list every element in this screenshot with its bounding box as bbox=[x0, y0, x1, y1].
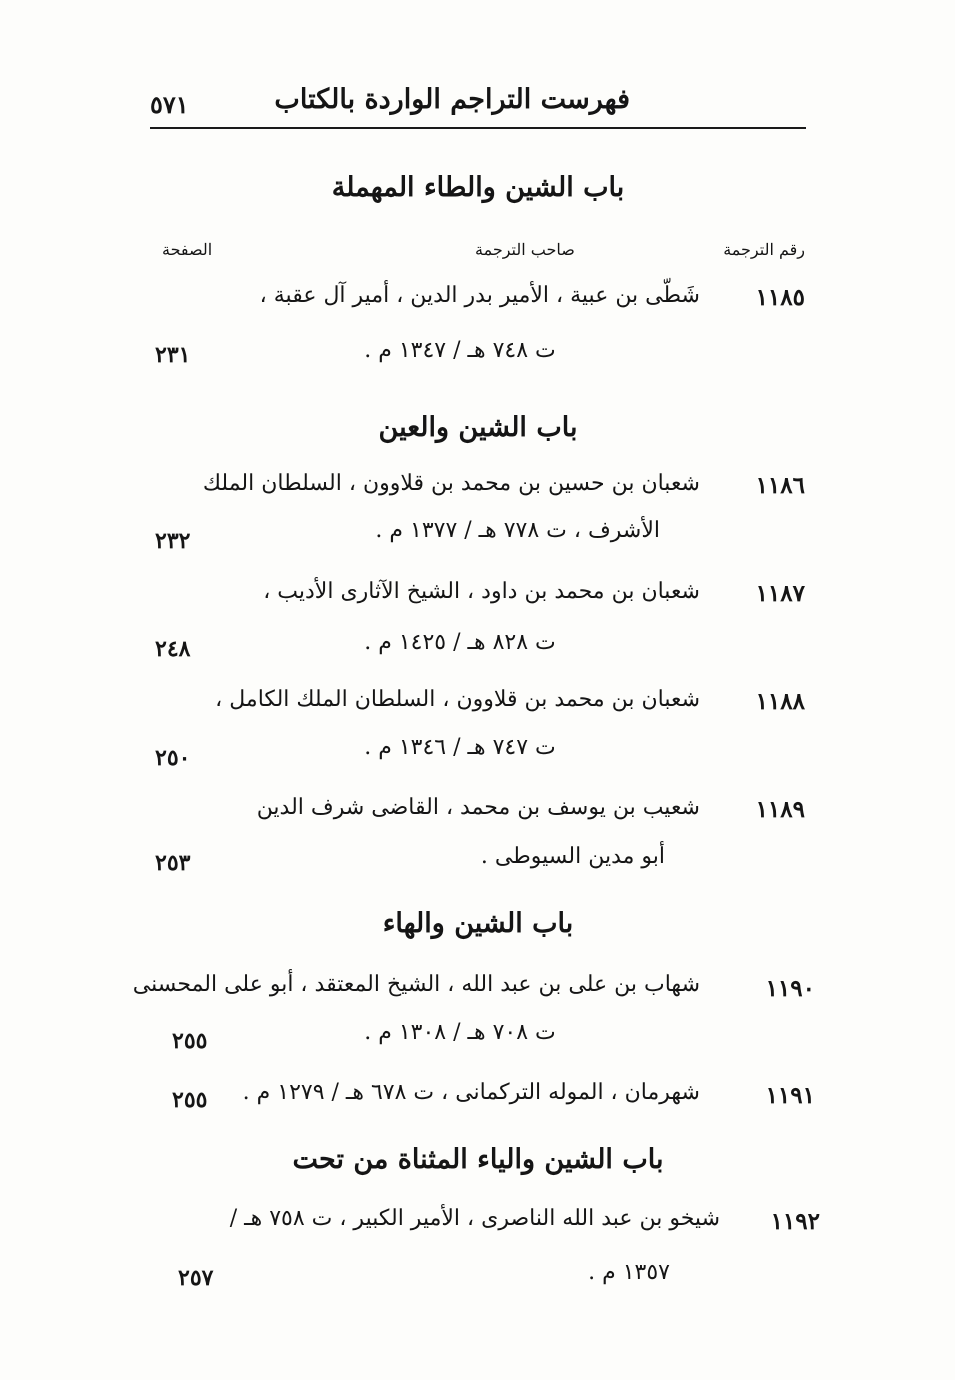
entry-page-ref: ٢٥٠ bbox=[155, 745, 191, 771]
header-divider bbox=[150, 127, 806, 129]
section-heading: باب الشين والطاء المهملة bbox=[331, 172, 625, 203]
entry-name-line: شعبان بن محمد بن داود ، الشيخ الآثارى الأديب ، bbox=[263, 579, 700, 604]
entry-page-ref: ٢٥٥ bbox=[172, 1028, 208, 1054]
page-number: ٥٧١ bbox=[150, 90, 189, 119]
column-header-page: الصفحة bbox=[162, 240, 213, 259]
entry-name-line: شيخو بن عبد الله الناصرى ، الأمير الكبير ، ت ٧٥٨ هـ / bbox=[229, 1206, 720, 1231]
entry-number: ١١٨٩ bbox=[755, 796, 805, 823]
entry-number: ١١٩٠ bbox=[765, 975, 815, 1002]
entry-page-ref: ٢٣٢ bbox=[155, 528, 191, 554]
entry-number: ١١٩١ bbox=[765, 1082, 815, 1109]
entry-name-line: أبو مدين السيوطى . bbox=[480, 844, 665, 869]
entry-number: ١١٨٧ bbox=[755, 580, 805, 607]
column-header-number: رقم الترجمة bbox=[723, 240, 805, 259]
entry-name-line: شعيب بن يوسف بن محمد ، القاضى شرف الدين bbox=[256, 795, 700, 820]
entry-number: ١١٨٦ bbox=[755, 472, 805, 499]
section-heading: باب الشين والهاء bbox=[382, 908, 574, 939]
entry-name-line: ت ٨٢٨ هـ / ١٤٢٥ م . bbox=[364, 630, 556, 655]
entry-page-ref: ٢٥٥ bbox=[172, 1087, 208, 1113]
entry-name-line: ١٣٥٧ م . bbox=[588, 1260, 670, 1285]
entry-page-ref: ٢٥٣ bbox=[155, 850, 191, 876]
entry-number: ١١٨٥ bbox=[755, 284, 805, 311]
section-heading: باب الشين والياء المثناة من تحت bbox=[292, 1144, 664, 1175]
entry-page-ref: ٢٣١ bbox=[155, 342, 191, 368]
entry-number: ١١٨٨ bbox=[755, 688, 805, 715]
entry-name-line: ت ٧٤٧ هـ / ١٣٤٦ م . bbox=[364, 735, 556, 760]
entry-number: ١١٩٢ bbox=[770, 1208, 820, 1235]
entry-name-line: الأشرف ، ت ٧٧٨ هـ / ١٣٧٧ م . bbox=[375, 518, 660, 543]
entry-name-line: شهرمان ، الموله التركمانى ، ت ٦٧٨ هـ / ١٢٧٩ م . bbox=[242, 1080, 700, 1105]
entry-name-line: شهاب بن على بن عبد الله ، الشيخ المعتقد ، أبو على المحسنى bbox=[132, 972, 700, 997]
entry-page-ref: ٢٥٧ bbox=[178, 1265, 214, 1291]
entry-name-line: ت ٧٠٨ هـ / ١٣٠٨ م . bbox=[364, 1020, 556, 1045]
entry-name-line: شعبان بن محمد بن قلاوون ، السلطان الملك الكامل ، bbox=[215, 687, 700, 712]
entry-name-line: ت ٧٤٨ هـ / ١٣٤٧ م . bbox=[364, 338, 556, 363]
section-heading: باب الشين والعين bbox=[378, 412, 578, 443]
entry-page-ref: ٢٤٨ bbox=[155, 636, 191, 662]
entry-name-line: شَطّى بن عبية ، الأمير بدر الدين ، أمير آل عقبة ، bbox=[259, 283, 700, 308]
running-header-title: فهرست التراجم الواردة بالكتاب bbox=[274, 84, 630, 115]
entry-name-line: شعبان بن حسين بن محمد بن قلاوون ، السلطان الملك bbox=[202, 471, 700, 496]
column-header-name: صاحب الترجمة bbox=[475, 240, 575, 259]
